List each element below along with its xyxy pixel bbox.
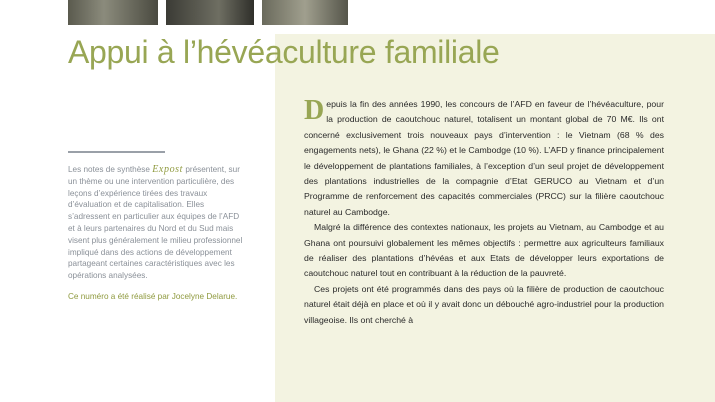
page-title: Appui à l’hévéaculture familiale bbox=[68, 34, 500, 70]
article-paragraph-1 bbox=[304, 97, 664, 220]
sidebar-note bbox=[68, 164, 246, 303]
sidebar-text-pre: Les notes de synthèse bbox=[68, 165, 153, 174]
article-paragraph-2: Malgré la différence des contextes nationaux, les projets au Vietnam, au Cambodge et au Ghana ont poursuivi globalement les mêmes objectifs : permettre aux agriculteurs familiaux de réaliser des plantations d’hévéas et aux Etats de développer leurs exportations de caoutchouc naturel tout en contribuant à la réduction de la pauvreté. bbox=[304, 222, 664, 279]
header-photo-2 bbox=[166, 0, 254, 25]
paragraph-1-text: epuis la fin des années 1990, les concours de l’AFD en faveur de l’hévéaculture, pour la production de caoutchouc naturel, totalisent un montant global de 70 M€. Ils ont concerné exclusivement trois nouveaux pays d’intervention : le Vietnam (68 % des engagements nets), le Ghana (22 %) et le Cambodge (10 %). L’AFD y finance principalement le développement de plantations familiales, à l’exception d’un seul projet de développement des plantations industrielles de la compagnie d’Etat GERUCO au Vietnam et d’un Programme de renforcement des capacités commerciales (PRCC) sur la filière caoutchouc naturel au Cambodge. bbox=[304, 99, 664, 217]
expost-brand: Expost bbox=[152, 164, 184, 175]
header-photo-1 bbox=[68, 0, 158, 25]
author-credit: Ce numéro a été réalisé par Jocelyne Delarue. bbox=[68, 291, 238, 301]
main-article bbox=[304, 97, 664, 328]
drop-cap: D bbox=[304, 95, 325, 126]
article-paragraph-3: Ces projets ont été programmés dans des pays où la filière de production de caoutchouc naturel était déjà en place et où il y avait donc un débouché agro-industriel pour la production villageoise. Ils ont cherché à bbox=[304, 283, 664, 325]
sidebar-text-post: présentent, sur un thème ou une intervention particulière, des leçons d’expérience tirées des travaux d’évaluation et de capitalisation. Elles s’adressent en particulier aux équipes de l’AFD et à leurs partenaires du Nord et du Sud mais visent plus généralement le milieu professionnel impliqué dans des actions de développement partageant certaines caractéristiques avec les opérations analysées. bbox=[68, 165, 243, 281]
sidebar-paragraph bbox=[68, 164, 246, 282]
header-photo-strip bbox=[68, 0, 348, 25]
sidebar-divider bbox=[68, 151, 165, 153]
header-photo-3 bbox=[262, 0, 348, 25]
